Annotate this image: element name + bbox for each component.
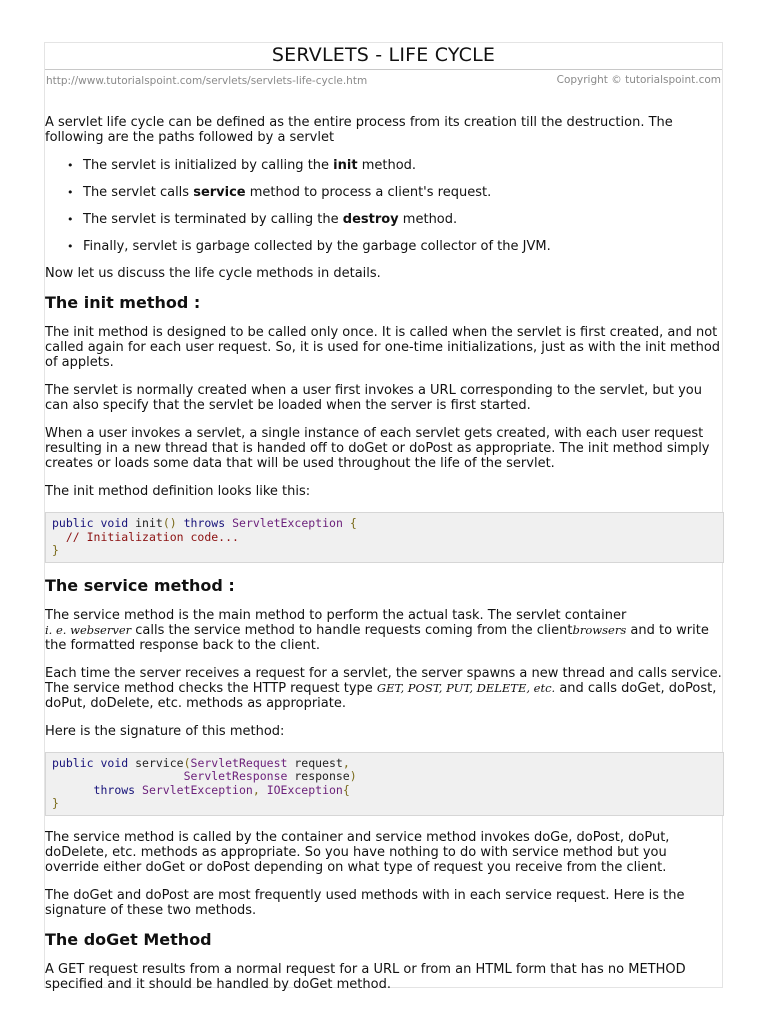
document-page — [44, 42, 723, 992]
service-paragraph-2: Each time the server receives a request for a servlet, the server spawns a new thread and calls service. The service method checks the HTTP request type GET, POST, PUT, DELETE, etc. and calls doGet, doPost, doPut, doDelete, etc. methods as appropriate. — [45, 665, 722, 711]
doget-heading: The doGet Method — [45, 929, 212, 949]
init-paragraph-3: When a user invokes a servlet, a single instance of each servlet gets created, with each user request resulting in a new thread that is handed off to doGet or doPost as appropriate. The init method simply creates or loads some data that will be used throughout the life of the servlet. — [45, 426, 710, 471]
list-item: • The servlet is terminated by calling the destroy method. — [83, 212, 724, 227]
intro-paragraph: A servlet life cycle can be defined as the entire process from its creation till the destruction. The following are the paths followed by a servlet — [45, 115, 673, 145]
discuss-paragraph: Now let us discuss the life cycle methods in details. — [45, 266, 381, 281]
list-item: • The servlet calls service method to process a client's request. — [83, 185, 724, 200]
title-divider — [45, 69, 722, 70]
doget-paragraph-1: A GET request results from a normal request for a URL or from an HTML form that has no METHOD specified and it should be handled by doGet method. — [45, 961, 686, 992]
service-heading: The service method : — [45, 575, 235, 595]
service-paragraph-5: The doGet and doPost are most frequently used methods with in each service request. Here is the signature of these two methods. — [45, 887, 685, 918]
init-paragraph-1: The init method is designed to be called only once. It is called when the servlet is first created, and not called again for each user request. So, it is used for one-time initializations, just as with the init method of applets. — [45, 325, 721, 370]
lifecycle-list — [45, 158, 724, 254]
init-paragraph-4: The init method definition looks like this: — [45, 484, 311, 499]
service-paragraph-3: Here is the signature of this method: — [45, 723, 285, 739]
article-body — [45, 115, 724, 1005]
copyright-notice: Copyright © tutorialspoint.com — [556, 74, 721, 86]
list-item: • The servlet is initialized by calling the init method. — [83, 158, 724, 173]
init-heading: The init method : — [45, 293, 201, 312]
source-url[interactable]: http://www.tutorialspoint.com/servlets/servlets-life-cycle.htm — [46, 75, 368, 87]
service-paragraph-4: The service method is called by the container and service method invokes doGe, doPost, doPut, doDelete, etc. methods as appropriate. So you have nothing to do with service method but you override either doGet or doPost depending on what type of request you receive from the client. — [45, 829, 670, 875]
list-item: • Finally, servlet is garbage collected by the garbage collector of the JVM. — [83, 239, 724, 254]
init-code-block: public void init() throws ServletException { // Initialization code... } — [45, 512, 724, 563]
init-paragraph-2: The servlet is normally created when a user first invokes a URL corresponding to the servlet, but you can also specify that the servlet be loaded when the server is first started. — [45, 383, 702, 413]
page-title: SERVLETS - LIFE CYCLE — [271, 44, 496, 66]
service-paragraph-1: The service method is the main method to perform the actual task. The servlet container i. e. webserver calls the service method to handle requests coming from the clientbrowsers and to write the formatted response back to the client. — [45, 607, 709, 653]
service-code-block: public void service(ServletRequest request, ServletResponse response) throws ServletException, IOException{ } — [45, 752, 724, 816]
